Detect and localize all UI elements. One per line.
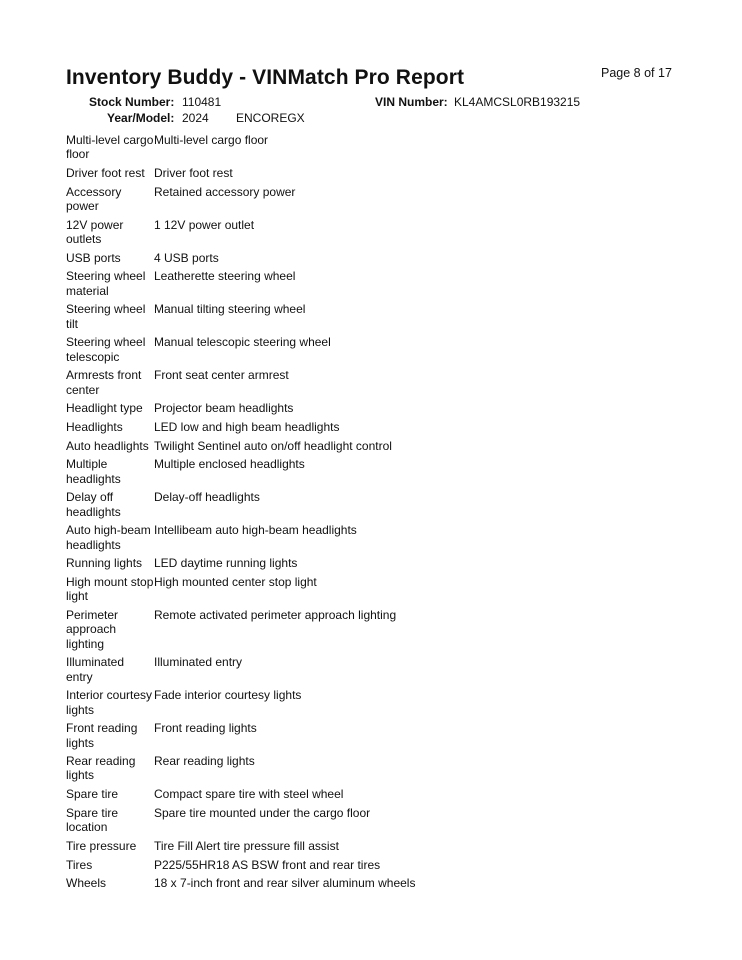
spec-value: Tire Fill Alert tire pressure fill assist <box>154 838 339 853</box>
spec-row <box>66 335 486 364</box>
spec-value: Front reading lights <box>154 721 257 736</box>
stock-number-label: Stock Number: <box>89 95 175 109</box>
spec-value: Compact spare tire with steel wheel <box>154 787 344 802</box>
spec-row <box>66 608 486 651</box>
spec-value: LED low and high beam headlights <box>154 419 340 434</box>
spec-label: High mount stop light <box>66 574 154 604</box>
spec-row <box>66 269 486 298</box>
spec-value: Manual telescopic steering wheel <box>154 335 331 350</box>
spec-label: Multi-level cargo floor <box>66 133 154 162</box>
spec-label: Auto headlights <box>66 438 149 453</box>
spec-row <box>66 754 486 783</box>
report-title: Inventory Buddy - VINMatch Pro Report <box>66 66 465 89</box>
spec-value: Driver foot rest <box>154 165 233 180</box>
spec-label: Running lights <box>66 556 143 571</box>
spec-value: Retained accessory power <box>154 184 296 199</box>
spec-value: Delay-off headlights <box>154 490 260 505</box>
spec-row <box>66 575 486 604</box>
spec-row <box>66 721 486 750</box>
spec-row <box>66 133 486 162</box>
spec-value: 18 x 7-inch front and rear silver aluminum wheels <box>154 876 416 891</box>
spec-value: High mounted center stop light <box>154 574 317 589</box>
spec-label: Tires <box>66 857 93 872</box>
spec-label: Front reading lights <box>66 721 138 750</box>
spec-value: Multiple enclosed headlights <box>154 457 305 472</box>
spec-label: Driver foot rest <box>66 165 145 180</box>
spec-value: Remote activated perimeter approach lighting <box>154 607 397 622</box>
spec-label: Steering wheel material <box>66 269 146 298</box>
spec-value: Twilight Sentinel auto on/off headlight control <box>154 438 392 453</box>
spec-label: Spare tire location <box>66 805 119 835</box>
spec-row <box>66 166 486 180</box>
spec-row <box>66 490 486 519</box>
spec-value: Intellibeam auto high-beam headlights <box>154 523 357 538</box>
spec-label: Auto high-beam headlights <box>66 523 151 552</box>
spec-label: Rear reading lights <box>66 754 136 783</box>
spec-value: Front seat center armrest <box>154 368 289 383</box>
spec-label: Multiple headlights <box>66 457 121 486</box>
spec-label: Tire pressure <box>66 838 137 853</box>
spec-value: Illuminated entry <box>154 655 243 670</box>
spec-label: Steering wheel tilt <box>66 302 146 331</box>
spec-label: Spare tire <box>66 787 119 802</box>
spec-value: 1 12V power outlet <box>154 217 255 232</box>
spec-row <box>66 302 486 331</box>
spec-label: Accessory power <box>66 184 122 213</box>
spec-value: LED daytime running lights <box>154 556 298 571</box>
stock-number-value: 110481 <box>182 95 222 109</box>
year-model-label: Year/Model: <box>107 111 175 125</box>
spec-label: 12V power outlets <box>66 217 124 246</box>
spec-row <box>66 420 486 434</box>
spec-label: Illuminated entry <box>66 655 125 684</box>
spec-row <box>66 876 486 890</box>
spec-label: Steering wheel telescopic <box>66 335 146 364</box>
spec-row <box>66 439 486 453</box>
spec-value: Projector beam headlights <box>154 401 294 416</box>
vin-number-label: VIN Number: <box>375 95 448 109</box>
spec-value: Leatherette steering wheel <box>154 269 296 284</box>
spec-label: Headlight type <box>66 401 143 416</box>
spec-row <box>66 806 486 835</box>
spec-row <box>66 457 486 486</box>
spec-value: Fade interior courtesy lights <box>154 688 302 703</box>
spec-row <box>66 858 486 872</box>
spec-label: Wheels <box>66 876 107 891</box>
year-value: 2024 <box>182 111 209 125</box>
spec-row <box>66 523 486 552</box>
spec-row <box>66 218 486 247</box>
spec-row <box>66 368 486 397</box>
spec-value: Multi-level cargo floor <box>154 133 269 147</box>
spec-value: 4 USB ports <box>154 250 219 265</box>
spec-label: Perimeter approach lighting <box>66 607 119 651</box>
spec-label: Delay off headlights <box>66 490 121 519</box>
spec-label: Armrests front center <box>66 368 142 397</box>
spec-value: Manual tilting steering wheel <box>154 302 306 317</box>
spec-row <box>66 839 486 853</box>
spec-label: Interior courtesy lights <box>66 688 153 717</box>
spec-label: Headlights <box>66 419 123 434</box>
spec-row <box>66 787 486 801</box>
spec-label: USB ports <box>66 250 121 265</box>
spec-row <box>66 251 486 265</box>
vin-number-value: KL4AMCSL0RB193215 <box>454 95 581 109</box>
spec-value: P225/55HR18 AS BSW front and rear tires <box>154 857 381 872</box>
spec-value: Spare tire mounted under the cargo floor <box>154 805 371 820</box>
spec-row <box>66 556 486 570</box>
spec-table <box>66 133 486 895</box>
page-number: Page 8 of 17 <box>601 66 672 80</box>
spec-value: Rear reading lights <box>154 754 255 769</box>
spec-row <box>66 655 486 684</box>
spec-row <box>66 401 486 415</box>
spec-row <box>66 688 486 717</box>
spec-row <box>66 185 486 214</box>
model-value: ENCOREGX <box>236 111 305 125</box>
